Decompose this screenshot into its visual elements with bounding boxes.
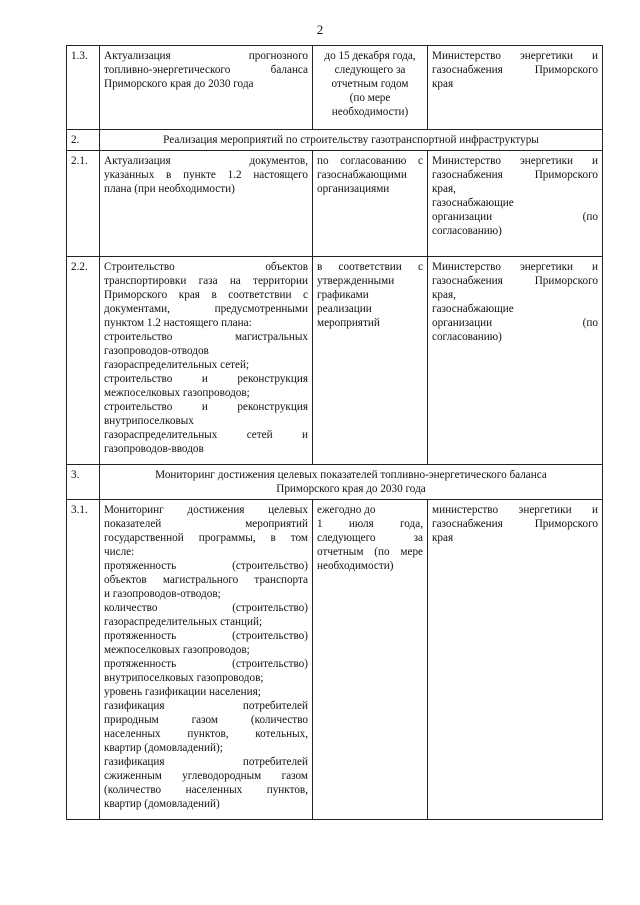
text-line: квартир (домовладений);: [104, 742, 223, 754]
text-line: необходимости): [331, 106, 409, 118]
text-line: Мониторинг достижения целевых показателей топливно-энергетического баланса: [155, 469, 547, 481]
table-row: [67, 465, 603, 500]
text-line: Приморского края до 2030 года: [104, 78, 254, 90]
section-heading: [100, 465, 603, 500]
text-line: газораспределительных станций;: [104, 616, 263, 628]
item-number: 3.1.: [67, 500, 100, 820]
text-line: показателей мероприятий: [104, 518, 308, 530]
text-line: газоснабжающие: [432, 303, 514, 315]
deadline-cell: [313, 46, 428, 130]
text-line: Приморского края до 2030 года: [276, 483, 426, 495]
text-line: края,: [432, 289, 456, 301]
table-row: [67, 46, 603, 130]
text-line: транспортировки газа на территории: [104, 275, 308, 287]
text-line: Министерство энергетики и: [432, 50, 598, 62]
item-number: 2.1.: [67, 151, 100, 257]
plan-table-body: [67, 46, 603, 820]
deadline-cell: [313, 151, 428, 257]
text-line: газоснабжения Приморского: [432, 169, 598, 181]
text-line: газораспределительных сетей;: [104, 359, 250, 371]
text-line: протяженность (строительство): [104, 560, 308, 572]
text-line: плана (при необходимости): [104, 183, 235, 195]
text-line: уровень газификации населения;: [104, 686, 261, 698]
text-line: мероприятий: [317, 317, 380, 329]
text-line: газоснабжения Приморского: [432, 518, 598, 530]
text-line: и газопроводов-отводов;: [104, 588, 221, 600]
activity-cell: [100, 46, 313, 130]
text-line: газоснабжающие: [432, 197, 514, 209]
text-line: Министерство энергетики и: [432, 155, 598, 167]
text-line: отчетным годом: [331, 78, 409, 90]
text-line: края,: [432, 183, 456, 195]
text-line: указанных в пункте 1.2 настоящего: [104, 169, 308, 181]
item-number: 1.3.: [67, 46, 100, 130]
text-line: края: [432, 78, 454, 90]
table-row: [67, 257, 603, 465]
text-line: (по мере: [349, 92, 391, 104]
text-line: строительство и реконструкция: [104, 373, 308, 385]
text-line: 1 июля года,: [317, 518, 423, 530]
text-line: организации (по: [432, 317, 598, 329]
text-line: ежегодно до: [317, 504, 376, 516]
text-line: отчетным (по мере: [317, 546, 423, 558]
text-line: реализации: [317, 303, 372, 315]
text-line: Министерство энергетики и: [432, 261, 598, 273]
text-line: газораспределительных сетей и: [104, 429, 308, 441]
activity-cell: [100, 151, 313, 257]
activity-cell: [100, 500, 313, 820]
responsible-cell: [428, 151, 603, 257]
deadline-cell: [313, 257, 428, 465]
text-line: следующего за: [317, 532, 423, 544]
text-line: министерство энергетики и: [432, 504, 598, 516]
section-heading: [100, 130, 603, 151]
activity-cell: [100, 257, 313, 465]
text-line: согласованию): [432, 225, 502, 237]
text-line: Актуализация прогнозного: [104, 50, 308, 62]
text-line: протяженность (строительство): [104, 630, 308, 642]
text-line: строительство магистральных: [104, 331, 308, 343]
text-line: топливно-энергетического баланса: [104, 64, 308, 76]
text-line: Строительство объектов: [104, 261, 308, 273]
text-line: по согласованию с: [317, 155, 423, 167]
responsible-cell: [428, 500, 603, 820]
text-line: количество (строительство): [104, 602, 308, 614]
item-number: 3.: [67, 465, 100, 500]
text-line: организации (по: [432, 211, 598, 223]
text-line: квартир (домовладений): [104, 798, 220, 810]
text-line: внутрипоселковых газопроводов;: [104, 672, 264, 684]
plan-table: [66, 45, 603, 820]
text-line: графиками: [317, 289, 369, 301]
text-line: газопроводов-отводов: [104, 345, 209, 357]
table-row: [67, 151, 603, 257]
text-line: протяженность (строительство): [104, 658, 308, 670]
table-row: [67, 130, 603, 151]
text-line: в соответствии с: [317, 261, 423, 273]
text-line: газификация потребителей: [104, 756, 308, 768]
text-line: согласованию): [432, 331, 502, 343]
text-line: числе:: [104, 546, 135, 558]
text-line: до 15 декабря года,: [324, 50, 416, 62]
text-line: природным газом (количество: [104, 714, 308, 726]
text-line: строительство и реконструкция: [104, 401, 308, 413]
text-line: газоснабжения Приморского: [432, 64, 598, 76]
text-line: населенных пунктов, котельных,: [104, 728, 308, 740]
text-line: внутрипоселковых: [104, 415, 194, 427]
text-line: государственной программы, в том: [104, 532, 308, 544]
text-line: Реализация мероприятий по строительству газотранспортной инфраструктуры: [163, 134, 539, 146]
text-line: Актуализация документов,: [104, 155, 308, 167]
item-number: 2.2.: [67, 257, 100, 465]
text-line: Мониторинг достижения целевых: [104, 504, 308, 516]
text-line: (количество населенных пунктов,: [104, 784, 308, 796]
text-line: межпоселковых газопроводов;: [104, 387, 250, 399]
page-number: 2: [316, 22, 324, 37]
text-line: Приморского края в соответствии с: [104, 289, 308, 301]
text-line: газоснабжения Приморского: [432, 275, 598, 287]
responsible-cell: [428, 46, 603, 130]
text-line: документами, предусмотренными: [104, 303, 308, 315]
item-number: 2.: [67, 130, 100, 151]
responsible-cell: [428, 257, 603, 465]
text-line: газоснабжающими: [317, 169, 407, 181]
text-line: газификация потребителей: [104, 700, 308, 712]
text-line: следующего за: [334, 64, 406, 76]
text-line: объектов магистрального транспорта: [104, 574, 308, 586]
text-line: газопроводов-вводов: [104, 443, 204, 455]
text-line: организациями: [317, 183, 390, 195]
deadline-cell: [313, 500, 428, 820]
text-line: межпоселковых газопроводов;: [104, 644, 250, 656]
text-line: сжиженным углеводородным газом: [104, 770, 308, 782]
text-line: пунктом 1.2 настоящего плана:: [104, 317, 252, 329]
table-row: [67, 500, 603, 820]
text-line: утвержденными: [317, 275, 395, 287]
text-line: края: [432, 532, 454, 544]
text-line: необходимости): [317, 560, 394, 572]
